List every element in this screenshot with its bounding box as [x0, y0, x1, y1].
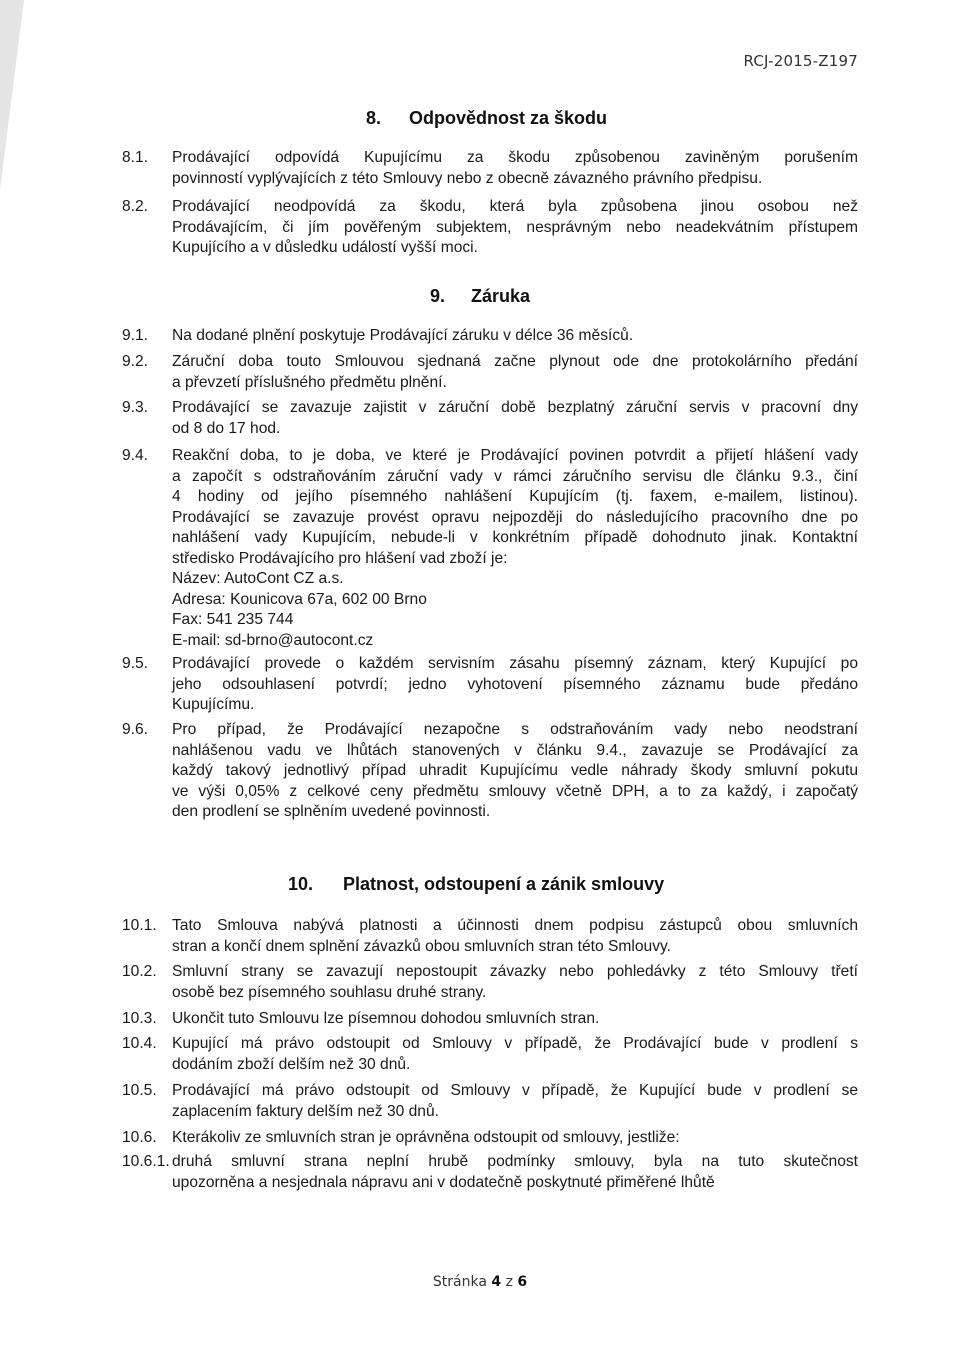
clause-line: Kupující má právo odstoupit od Smlouvy v případě, že Prodávající bude v prodlení s — [172, 1035, 858, 1052]
clause-text — [172, 1152, 858, 1193]
page-total: 6 — [517, 1274, 528, 1290]
clause-text — [172, 654, 858, 716]
clause-number: 10.2. — [122, 963, 157, 980]
clause-line: Na dodané plnění poskytuje Prodávající záruku v délce 36 měsíců. — [172, 327, 634, 344]
clause-line: Kupujícího a v důsledku událostí vyšší moci. — [172, 239, 478, 256]
clause-line: středisko Prodávajícího pro hlášení vad zboží je: — [172, 549, 508, 567]
clause-line: Prodávající neodpovídá za škodu, která byla způsobena jinou osobou než — [172, 198, 858, 215]
page-number: 4 — [491, 1274, 502, 1290]
clause-line: zaplacením faktury delším než 30 dnů. — [172, 1102, 439, 1120]
clause-line: každý takový jednotlivý případ uhradit Kupujícímu vedle náhrady škody smluvní pokutu — [172, 762, 858, 779]
clause-number: 10.4. — [122, 1035, 157, 1052]
section-heading — [366, 108, 607, 129]
clause-text — [172, 446, 858, 651]
clause-line: Prodávající provede o každém servisním zásahu písemný záznam, který Kupující po — [172, 655, 858, 672]
clause-text — [172, 148, 858, 189]
clause-number: 8.2. — [122, 198, 149, 215]
section-heading — [430, 286, 530, 307]
clause-number: 9.1. — [122, 327, 149, 344]
clause-number: 10.5. — [122, 1082, 157, 1099]
section-title: Platnost, odstoupení a zánik smlouvy — [343, 874, 665, 894]
clause-text — [172, 1081, 858, 1122]
clause-line: Kupujícímu. — [172, 696, 255, 713]
page-footer — [0, 1274, 960, 1290]
clause-text — [172, 962, 858, 1003]
page-separator: z — [505, 1274, 513, 1290]
clause-line: 4 hodiny od jejího písemného nahlášení Kupujícím (tj. faxem, e-mailem, listinou). — [172, 488, 858, 505]
clause-number: 9.3. — [122, 399, 149, 416]
clause-line: Název: AutoCont CZ a.s. — [172, 570, 344, 587]
clause-text — [172, 398, 858, 439]
clause-line: Prodávající odpovídá Kupujícímu za škodu způsobenou zaviněným porušením — [172, 149, 858, 166]
clause-line: nahlášení vady Kupujícím, nebude-li v konkrétním případě dohodnuto jinak. Kontaktní — [172, 529, 858, 546]
clause-text — [172, 1009, 858, 1030]
clause-line: Záruční doba touto Smlouvou sjednaná začne plynout ode dne protokolárního předání — [172, 353, 858, 370]
clause-number: 9.4. — [122, 447, 149, 464]
clause-number: 10.6.1. — [122, 1153, 170, 1170]
clause-line: Prodávající má právo odstoupit od Smlouvy v případě, že Kupující bude v prodlení se — [172, 1082, 858, 1099]
clause-line: Kterákoliv ze smluvních stran je oprávněna odstoupit od smlouvy, jestliže: — [172, 1129, 680, 1146]
section-number: 8. — [366, 108, 382, 128]
clause-number: 8.1. — [122, 149, 149, 166]
clause-line: Prodávajícím, či jím pověřeným subjektem, nesprávným nebo neadekvátním přístupem — [172, 218, 858, 236]
clause-text — [172, 352, 858, 393]
document-id: RCJ-2015-Z197 — [743, 52, 858, 70]
clause-line: povinností vyplývajících z této Smlouvy nebo z obecně závazného právního předpisu. — [172, 169, 763, 187]
clause-line: den prodlení se splněním uvedené povinnosti. — [172, 803, 491, 820]
clause-number: 10.1. — [122, 917, 157, 934]
section-title: Odpovědnost za škodu — [409, 108, 608, 128]
clause-line: jeho odsouhlasení potvrdí; jedno vyhotovení písemného záznamu bude předáno — [172, 675, 858, 693]
section-heading — [288, 874, 664, 895]
clause-text — [172, 720, 858, 823]
clause-number: 9.2. — [122, 353, 149, 370]
clause-number: 10.3. — [122, 1010, 157, 1027]
clause-line: a započít s odstraňováním záruční vady v rámci záručního servisu dle článku 9.3., činí — [172, 467, 858, 485]
section-number: 9. — [430, 286, 446, 306]
clause-line: Adresa: Kounicova 67a, 602 00 Brno — [172, 590, 427, 608]
clause-line: Prodávající se zavazuje zajistit v záruční době bezplatný záruční servis v pracovní dny — [172, 399, 858, 416]
scan-edge-shadow — [0, 0, 24, 190]
clause-text — [172, 197, 858, 259]
clause-line: dodáním zboží delším než 30 dnů. — [172, 1055, 411, 1073]
section-number: 10. — [288, 874, 314, 894]
clause-line: druhá smluvní strana neplní hrubě podmínky smlouvy, byla na tuto skutečnost — [172, 1153, 858, 1170]
clause-line: Pro případ, že Prodávající nezapočne s odstraňováním vady nebo neodstraní — [172, 721, 858, 738]
clause-text — [172, 326, 858, 347]
clause-text — [172, 1128, 858, 1149]
clause-line: Tato Smlouva nabývá platnosti a účinnosti dnem podpisu zástupců obou smluvních — [172, 917, 858, 934]
section-title: Záruka — [471, 286, 531, 306]
clause-line: stran a končí dnem splnění závazků obou smluvních stran této Smlouvy. — [172, 937, 671, 955]
clause-line: ve výši 0,05% z celkové ceny předmětu smlouvy včetně DPH, a to za každý, i započatý — [172, 782, 858, 800]
clause-line: a převzetí příslušného předmětu plnění. — [172, 373, 447, 391]
clause-number: 9.5. — [122, 655, 149, 672]
clause-number: 10.6. — [122, 1129, 157, 1146]
clause-text — [172, 1034, 858, 1075]
clause-line: osobě bez písemného souhlasu druhé strany. — [172, 983, 487, 1001]
clause-line: Fax: 541 235 744 — [172, 611, 294, 628]
clause-text — [172, 916, 858, 957]
clause-line: od 8 do 17 hod. — [172, 419, 281, 437]
clause-number: 9.6. — [122, 721, 149, 738]
clause-line: nahlášenou vadu ve lhůtách stanovených v článku 9.4., zavazuje se Prodávající za — [172, 741, 858, 759]
clause-line: Smluvní strany se zavazují nepostoupit závazky nebo pohledávky z této Smlouvy třetí — [172, 963, 858, 980]
clause-line: Reakční doba, to je doba, ve které je Prodávající povinen potvrdit a přijetí hlášení vady — [172, 447, 858, 464]
page-label: Stránka — [432, 1274, 487, 1290]
clause-line: E-mail: sd-brno@autocont.cz — [172, 631, 374, 649]
clause-line: Ukončit tuto Smlouvu lze písemnou dohodou smluvních stran. — [172, 1010, 600, 1027]
clause-line: Prodávající se zavazuje provést opravu nejpozději do následujícího pracovního dne po — [172, 508, 858, 526]
clause-line: upozorněna a nesjednala nápravu ani v dodatečně poskytnuté přiměřené lhůtě — [172, 1173, 715, 1191]
